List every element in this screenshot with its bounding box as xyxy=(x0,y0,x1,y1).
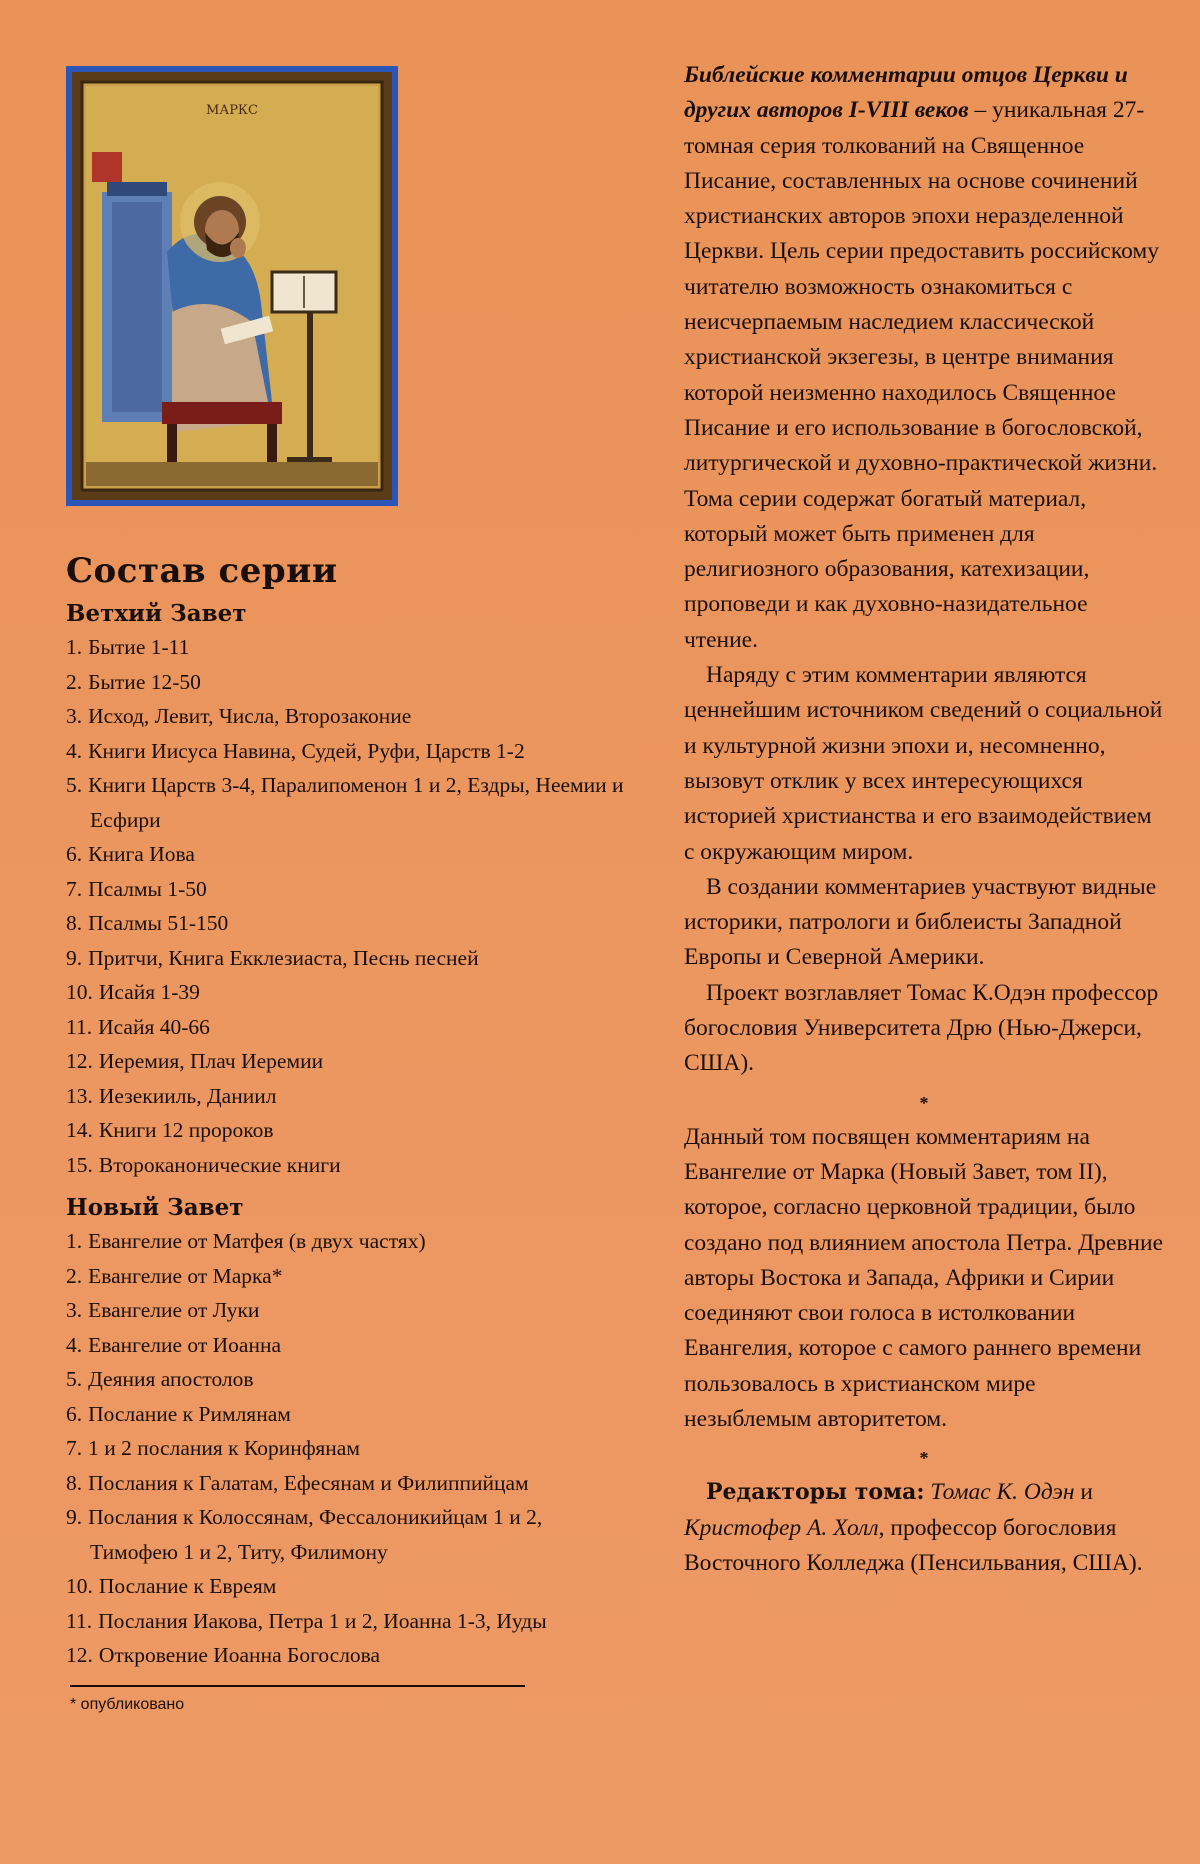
list-item: 11. Исайя 40-66 xyxy=(66,1014,210,1039)
series-name: Библейские комментарии отцов Церкви и других авторов I-VIII веков xyxy=(684,62,1128,124)
separator-star: * xyxy=(919,1092,929,1113)
list-item: 10. Исайя 1-39 xyxy=(66,980,200,1004)
footnote-divider xyxy=(70,1685,525,1687)
list-item: 13. Иезекииль, Даниил xyxy=(66,1083,277,1108)
list-item: 10. Послание к Евреям xyxy=(66,1574,277,1598)
list-item: 2. Евангелие от Марка* xyxy=(66,1263,283,1288)
icon-image-frame xyxy=(66,66,398,506)
list-item: 4. Книги Иисуса Навина, Судей, Руфи, Царств 1-2 xyxy=(66,738,525,763)
list-item: 5. Книги Царств 3-4, Паралипоменон 1 и 2, Ездры, Неемии и Есфири xyxy=(66,773,624,832)
list-item: 6. Послание к Римлянам xyxy=(66,1401,291,1426)
list-item: 12. Откровение Иоанна Богослова xyxy=(66,1643,381,1667)
list-item: 6. Книга Иова xyxy=(66,842,195,866)
paragraph-significance: Наряду с этим комментарии являются ценнейшим источником сведений о социальной и культурной жизни эпохи и, несомненно, вызовут отклик у всех интересующихся историей христианства и его взаимодействием с окружающим миром. xyxy=(684,662,1163,865)
new-testament-list xyxy=(66,1224,626,1673)
editor-name: Томас К. Одэн xyxy=(930,1479,1075,1506)
list-item: 14. Книги 12 пророков xyxy=(66,1118,274,1142)
intro-text: – уникальная 27-томная серия толкований на Священное Писание, составленных на основе сочинений христианских авторов эпохи неразделенной Церкви. Цель серии предоставить российскому читателю возможность ознакомиться с неисчерпаемым наследием классической христианской экзегезы, в центре внимания которой неизменно находилось Священное Писание и его использование в богословской, литургической и духовно-практической жизни. Тома серии содержат богатый материал, который может быть применен для религиозного образования, катехизации, проповеди и как духовно-назидательное чтение. xyxy=(684,97,1160,653)
saint-mark-icon xyxy=(72,72,392,500)
list-item: 8. Послания к Галатам, Ефесянам и Филиппийцам xyxy=(66,1470,529,1495)
list-item: 7. 1 и 2 послания к Коринфянам xyxy=(66,1436,360,1460)
series-title: Состав серии xyxy=(66,551,338,591)
list-item: 1. Бытие 1-11 xyxy=(66,635,190,659)
editors-paragraph: Редакторы тома: Томас К. Одэн и Кристофер А. Холл, профессор богословия Восточного Колледжа (Пенсильвания, США). xyxy=(684,1479,1143,1576)
old-testament-list xyxy=(66,630,626,1182)
list-item: 2. Бытие 12-50 xyxy=(66,669,201,694)
separator-star: * xyxy=(919,1448,929,1469)
volume-info: Данный том посвящен комментариям на Евангелие от Марка (Новый Завет, том II), которое, согласно церковной традиции, было создано под влиянием апостола Петра. Древние авторы Востока и Запада, Африки и Сирии соединяют свои голоса в истолковании Евангелия, которое с самого раннего времени пользовалось в христианском мире незыблемым авторитетом. xyxy=(684,1123,1164,1432)
intro-paragraph xyxy=(684,58,1164,658)
list-item: 12. Иеремия, Плач Иеремии xyxy=(66,1049,324,1073)
series-description xyxy=(684,58,1164,1581)
list-item: 5. Деяния апостолов xyxy=(66,1367,254,1391)
paragraph-contributors: В создании комментариев участвуют видные историки, патрологи и библеисты Западной Европы и Северной Америки. xyxy=(684,873,1157,971)
icon-inscription: МАРКС xyxy=(206,103,258,118)
old-testament-heading: Ветхий Завет xyxy=(66,600,247,627)
editor-name: Кристофер А. Холл xyxy=(684,1514,879,1541)
editors-label: Редакторы тома: xyxy=(706,1479,925,1506)
series-contents xyxy=(66,550,626,1715)
list-item: 7. Псалмы 1-50 xyxy=(66,876,207,901)
list-item: 4. Евангелие от Иоанна xyxy=(66,1332,282,1357)
list-item: 3. Исход, Левит, Числа, Второзаконие xyxy=(66,704,412,728)
list-item: 8. Псалмы 51-150 xyxy=(66,911,229,935)
list-item: 11. Послания Иакова, Петра 1 и 2, Иоанна 1-3, Иуды xyxy=(66,1608,547,1633)
list-item: 15. Второканонические книги xyxy=(66,1152,341,1177)
new-testament-heading: Новый Завет xyxy=(66,1194,244,1221)
paragraph-project-lead: Проект возглавляет Томас К.Одэн профессор богословия Университета Дрю (Нью-Джерси, США). xyxy=(684,979,1159,1077)
footnote: * опубликовано xyxy=(70,1695,185,1713)
list-item: 9. Послания к Колоссянам, Фессалоникийцам 1 и 2, Тимофею 1 и 2, Титу, Филимону xyxy=(66,1505,543,1564)
list-item: 3. Евангелие от Луки xyxy=(66,1298,260,1322)
list-item: 1. Евангелие от Матфея (в двух частях) xyxy=(66,1229,426,1253)
list-item: 9. Притчи, Книга Екклезиаста, Песнь песней xyxy=(66,945,479,970)
